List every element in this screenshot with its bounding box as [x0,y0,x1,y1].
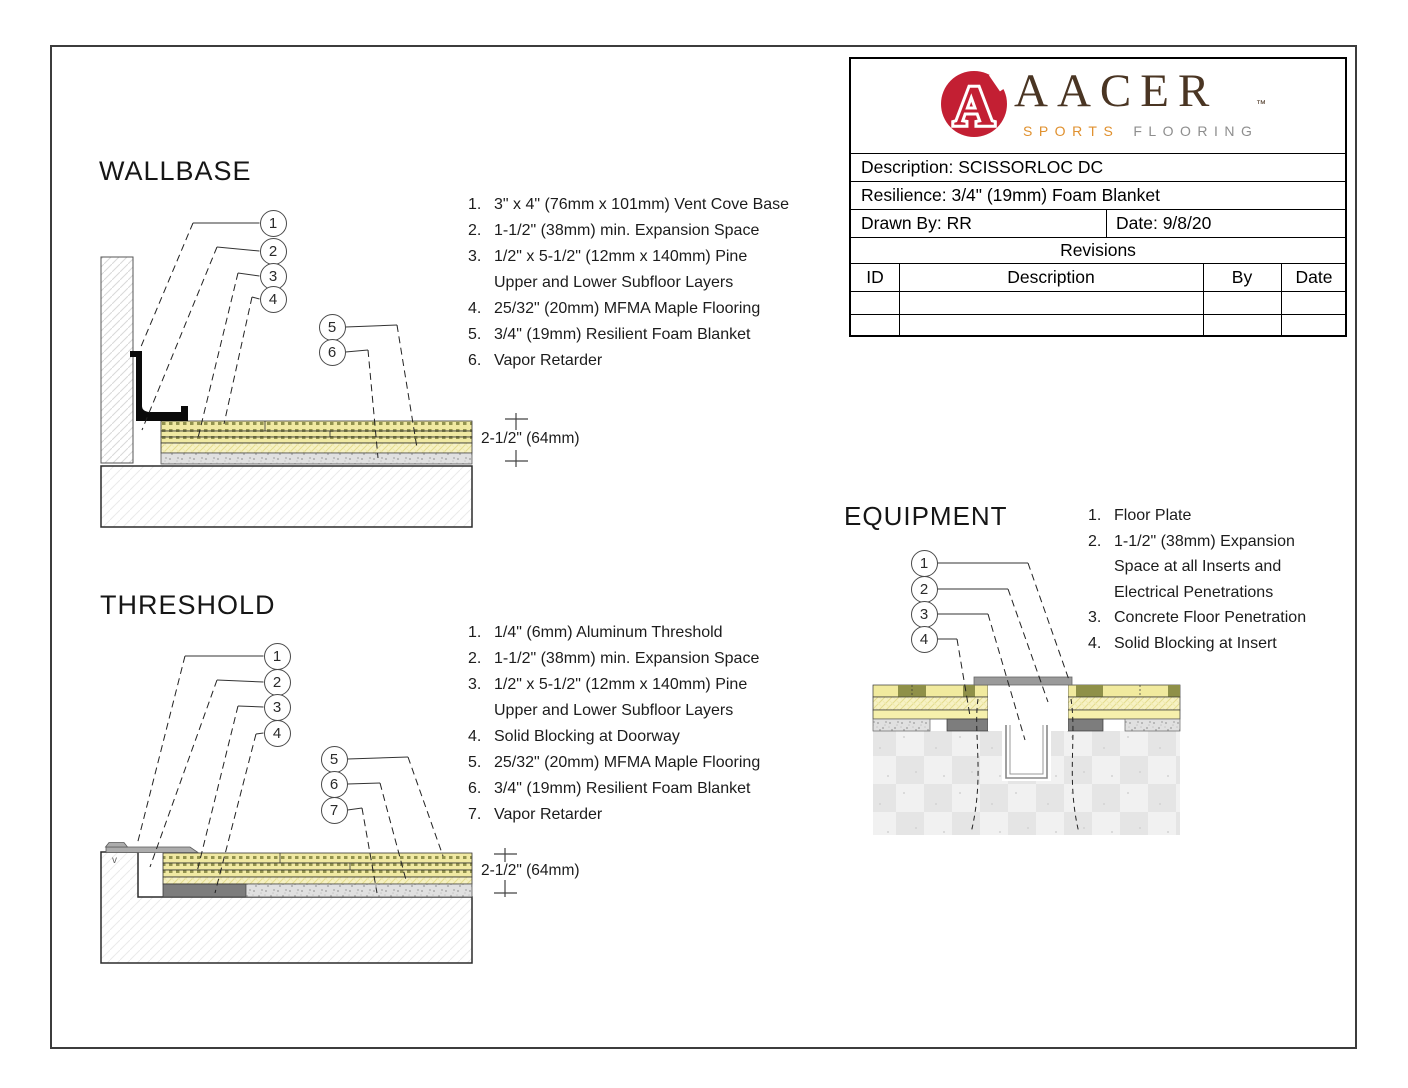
threshold-drawing [101,656,517,963]
note-number: 1. [468,196,482,213]
note-item [468,776,838,802]
brand-wordmark: AACER [1014,65,1219,117]
note-item [468,802,838,828]
threshold-maple-layer [163,853,472,863]
wallbase-title: WALLBASE [99,156,252,186]
threshold-vapor-layer [246,884,472,897]
note-line: Solid Blocking at Doorway [494,728,680,745]
note-item [468,244,838,296]
note-item [468,646,838,672]
note-line: 1/2" x 5-1/2" (12mm x 140mm) Pine [494,676,748,693]
note-number: 3. [468,248,482,265]
note-number: 4. [1088,634,1102,652]
note-item [468,750,838,776]
callout-threshold-5: 5 [321,746,348,773]
note-line: 3" x 4" (76mm x 101mm) Vent Cove Base [494,196,790,213]
threshold-title: THRESHOLD [100,590,276,620]
rev-col-description: Description [1007,267,1095,287]
note-line: 1/4" (6mm) Aluminum Threshold [494,624,723,641]
callout-threshold-6: 6 [321,771,348,798]
threshold-solid-blocking [163,884,246,897]
callout-equipment-1: 1 [911,550,938,577]
note-item [468,348,838,374]
threshold-foam-layer [163,877,472,884]
wallbase-subfloor-upper [161,431,472,437]
wallbase-vent-cove-base [130,351,188,421]
note-line: Upper and Lower Subfloor Layers [494,274,734,291]
rev-col-id: ID [866,267,884,287]
wallbase-drawing [101,223,528,527]
note-item [468,672,838,724]
note-number: 2. [1088,532,1102,550]
wallbase-maple-layer [161,421,472,431]
callout-wallbase-6: 6 [319,339,346,366]
logo-letter: A [953,76,995,138]
rev-col-date: Date [1295,267,1333,287]
note-line: Solid Blocking at Insert [1114,634,1277,652]
note-line: 1/2" x 5-1/2" (12mm x 140mm) Pine [494,248,748,265]
threshold-dimension-label: 2-1/2" (64mm) [481,862,580,879]
tagline-flooring: FLOORING [1133,123,1259,139]
note-line: 25/32" (20mm) MFMA Maple Flooring [494,754,761,771]
note-number: 2. [468,222,482,239]
callout-threshold-2: 2 [264,669,291,696]
threshold-subfloor-lower [163,870,472,877]
callout-wallbase-4: 4 [260,286,287,313]
note-line: 1-1/2" (38mm) Expansion [1114,532,1295,550]
title-block-description: Description: SCISSORLOC DC [861,157,1104,177]
callout-threshold-1: 1 [264,643,291,670]
equipment-floor-plate [974,677,1072,685]
note-item [1088,605,1388,631]
rev-empty-row [851,314,1345,337]
note-number: 7. [468,806,482,823]
note-line: Space at all Inserts and [1114,558,1282,575]
title-block-resilience: Resilience: 3/4" (19mm) Foam Blanket [861,185,1160,205]
note-number: 6. [468,352,482,369]
note-number: 4. [468,300,482,317]
equipment-notes [1088,503,1388,656]
note-line: Floor Plate [1114,507,1192,524]
note-item [468,724,838,750]
note-line: Vapor Retarder [494,352,603,369]
note-line: 1-1/2" (38mm) min. Expansion Space [494,650,760,667]
callout-threshold-3: 3 [264,694,291,721]
note-line: 1-1/2" (38mm) min. Expansion Space [494,222,760,239]
note-line: Vapor Retarder [494,806,603,823]
equipment-blocking-left [947,719,988,731]
note-number: 5. [468,754,482,771]
callout-wallbase-2: 2 [260,238,287,265]
note-item [468,296,838,322]
note-line: Concrete Floor Penetration [1114,609,1307,626]
note-line: 25/32" (20mm) MFMA Maple Flooring [494,300,761,317]
brand-trademark: ™ [1256,99,1266,110]
threshold-subfloor-upper [163,863,472,870]
note-line: 3/4" (19mm) Resilient Foam Blanket [494,326,751,343]
callout-wallbase-5: 5 [319,314,346,341]
callout-threshold-4: 4 [264,720,291,747]
threshold-aluminum-threshold [106,847,198,853]
note-item [468,322,838,348]
wallbase-concrete-slab [101,466,472,527]
threshold-v-mark: v [112,855,117,866]
callout-wallbase-1: 1 [260,210,287,237]
note-number: 1. [1088,507,1102,524]
note-number: 2. [468,650,482,667]
callout-equipment-4: 4 [911,626,938,653]
note-line: Electrical Penetrations [1114,583,1274,601]
wallbase-wall [101,257,133,463]
wallbase-notes [468,192,838,374]
revisions-title: Revisions [1060,240,1136,260]
callout-wallbase-3: 3 [260,263,287,290]
title-block-date: Date: 9/8/20 [1116,213,1212,233]
callout-equipment-2: 2 [911,576,938,603]
note-item [1088,503,1388,529]
note-item [468,620,838,646]
note-line: Upper and Lower Subfloor Layers [494,702,734,719]
title-block [849,57,1347,337]
wallbase-dimension-label: 2-1/2" (64mm) [481,430,580,447]
wallbase-subfloor-lower [161,437,472,443]
note-number: 3. [1088,609,1102,626]
rev-empty-row [851,291,1345,313]
wallbase-vapor-layer [161,453,472,464]
callout-equipment-3: 3 [911,601,938,628]
note-number: 1. [468,624,482,641]
rev-col-by: By [1231,267,1253,287]
note-number: 6. [468,780,482,797]
callout-threshold-7: 7 [321,797,348,824]
title-block-drawn-by: Drawn By: RR [861,213,972,233]
equipment-title: EQUIPMENT [844,501,1008,531]
tagline-sports: SPORTS [1023,123,1120,139]
note-number: 3. [468,676,482,693]
note-line: 3/4" (19mm) Resilient Foam Blanket [494,780,751,797]
note-number: 5. [468,326,482,343]
note-item [1088,631,1388,657]
wallbase-foam-layer [161,443,472,453]
note-item [468,218,838,244]
note-item [468,192,838,218]
note-item [1088,529,1388,606]
threshold-notes [468,620,838,828]
note-number: 4. [468,728,482,745]
